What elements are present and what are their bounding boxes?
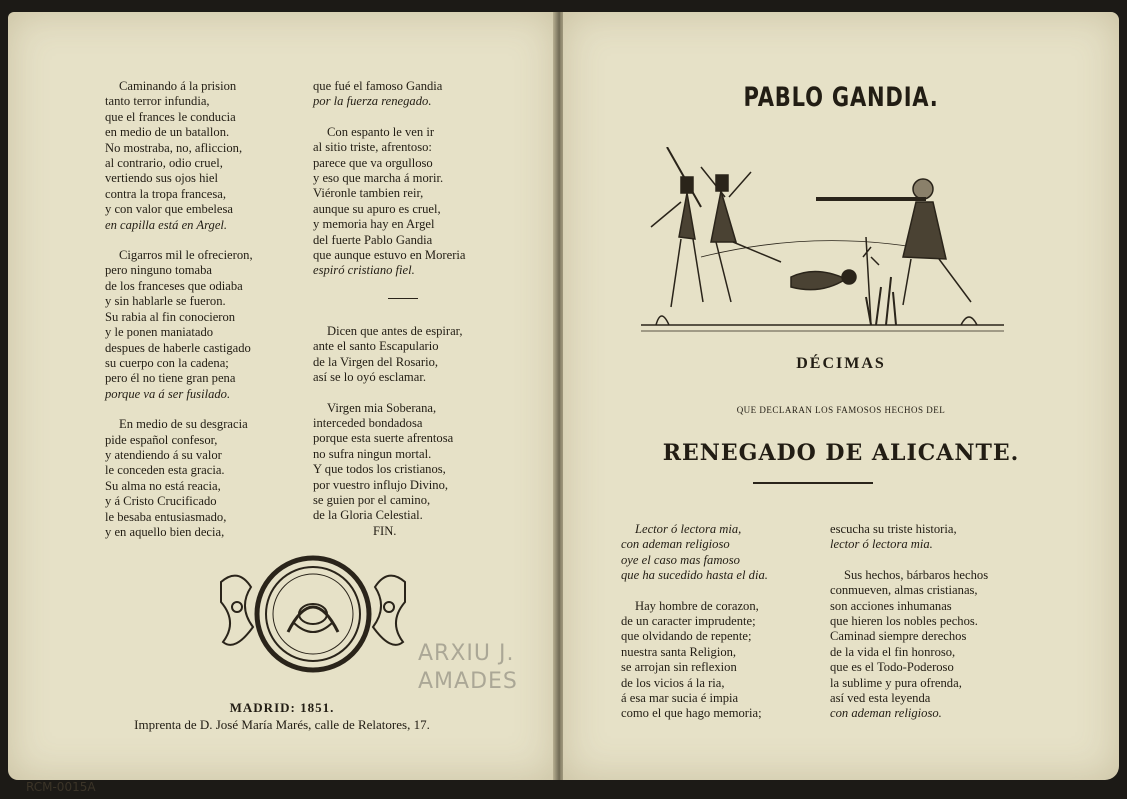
verse-line: En medio de su desgracia: [119, 417, 248, 432]
verse-line: que aunque estuvo en Moreria: [313, 248, 466, 263]
verse-line: se guien por el camino,: [313, 492, 431, 507]
stanza-gap: [105, 402, 253, 417]
woodcut-illustration: [641, 147, 1004, 337]
verse-line: pero ninguno tomaba: [105, 263, 213, 278]
verse-line: y con valor que embelesa: [105, 202, 233, 217]
verse-line: oye el caso mas famoso: [621, 552, 740, 567]
verse-line: se arrojan sin reflexion: [621, 660, 737, 675]
verse-line: en medio de un batallon.: [105, 125, 230, 140]
verse-line: y memoria hay en Argel: [313, 217, 435, 232]
verse-line: Y que todos los cristianos,: [313, 462, 446, 477]
verse-line: y eso que marcha á morir.: [313, 171, 444, 186]
verse-line: despues de haberle castigado: [105, 340, 251, 355]
heading-decimas: DÉCIMAS: [796, 355, 886, 372]
verse-line: aunque su apuro es cruel,: [313, 201, 441, 216]
stamp-line-2: AMADES: [418, 669, 518, 694]
stanza-gap: [105, 233, 253, 248]
stanza-gap: [313, 279, 465, 294]
verse-line: espiró cristiano fiel.: [313, 263, 415, 278]
verse-line: por la fuerza renegado.: [313, 94, 432, 109]
verse-line: Con espanto le ven ir: [327, 124, 435, 139]
verse-line: porque va á ser fusilado.: [105, 386, 231, 401]
left-column-1: [105, 79, 253, 540]
heading-renegado: RENEGADO DE ALICANTE.: [662, 440, 1020, 466]
verse-line: al contrario, odio cruel,: [105, 156, 223, 171]
verse-line: nuestra santa Religion,: [621, 644, 737, 659]
verse-line: así ved esta leyenda: [830, 691, 931, 706]
verse-line: á esa mar sucia é impia: [621, 691, 739, 706]
verse-line: de la Gloria Celestial.: [313, 508, 423, 523]
verse-line: al sitio triste, afrentoso:: [313, 140, 432, 155]
verse-line: que olvidando de repente;: [621, 629, 752, 644]
ornament-emblem: [213, 552, 413, 677]
stanza-gap: [313, 110, 465, 125]
verse-line: Su rabia al fin conocieron: [105, 309, 236, 324]
verse-line: que hieren los nobles pechos.: [830, 614, 978, 629]
title-rule: [753, 482, 873, 484]
verse-line: parece que va orgulloso: [313, 155, 433, 170]
verse-line: porque esta suerte afrentosa: [313, 431, 454, 446]
verse-line: tanto terror infundia,: [105, 94, 210, 109]
verse-line: no sufra ningun mortal.: [313, 446, 432, 461]
verse-line: por vuestro influjo Divino,: [313, 477, 449, 492]
verse-line: Dicen que antes de espirar,: [327, 323, 463, 338]
right-page: [563, 12, 1119, 780]
verse-line: No mostraba, no, afliccion,: [105, 140, 243, 155]
verse-line: así se lo oyó esclamar.: [313, 370, 426, 385]
verse-line: interceded bondadosa: [313, 415, 423, 430]
verse-line: Cigarros mil le ofrecieron,: [119, 248, 253, 263]
heading-subtitle: QUE DECLARAN LOS FAMOSOS HECHOS DEL: [736, 405, 946, 415]
verse-line: pero él no tiene gran pena: [105, 371, 236, 386]
verse-line: Su alma no está reacia,: [105, 478, 221, 493]
verse-line: la sublime y pura ofrenda,: [830, 675, 962, 690]
verse-line: FIN.: [373, 523, 397, 538]
verse-line: y sin hablarle se fueron.: [105, 294, 226, 309]
right-column-2: [830, 522, 988, 722]
verse-line: Sus hechos, bárbaros hechos: [844, 567, 989, 582]
verse-line: que es el Todo-Poderoso: [830, 660, 954, 675]
verse-line: le besaba entusiasmado,: [105, 509, 227, 524]
verse-line: de un caracter imprudente;: [621, 614, 756, 629]
stanza-gap: [830, 553, 988, 568]
verse-line: y atendiendo á su valor: [105, 447, 222, 462]
stamp-line-1: ARXIU J.: [418, 641, 515, 666]
verse-line: de los franceses que odiaba: [105, 278, 243, 293]
verse-line: conmueven, almas cristianas,: [830, 583, 978, 598]
verse-line: Viéronle tambien reir,: [313, 186, 424, 201]
verse-line: lector ó lectora mia.: [830, 537, 933, 552]
verse-line: de la Virgen del Rosario,: [313, 354, 439, 369]
left-column-2: [313, 79, 465, 539]
verse-line: con ademan religioso.: [830, 706, 942, 721]
archive-stamp: [418, 640, 538, 696]
verse-line: con ademan religioso: [621, 537, 730, 552]
verse-line: Hay hombre de corazon,: [635, 598, 759, 613]
stanza-gap: [313, 294, 465, 309]
verse-line: del fuerte Pablo Gandia: [313, 232, 433, 247]
verse-line: Lector ó lectora mia,: [635, 522, 742, 536]
verse-line: escucha su triste historia,: [830, 522, 957, 536]
verse-line: de los vicios á la ria,: [621, 675, 725, 690]
verse-line: le conceden esta gracia.: [105, 463, 225, 478]
verse-line: en capilla está en Argel.: [105, 217, 228, 232]
right-column-1: [621, 522, 768, 722]
stanza-gap: [313, 309, 465, 324]
stanza-gap: [313, 386, 465, 401]
verse-line: son acciones inhumanas: [830, 598, 952, 613]
stanza-gap: [621, 584, 768, 599]
verse-line: y en aquello bien decia,: [105, 524, 225, 539]
page-title: PABLO GANDIA.: [743, 82, 939, 113]
section-divider: [388, 298, 418, 299]
verse-line: vertiendo sus ojos hiel: [105, 171, 218, 186]
verse-line: y le ponen maniatado: [105, 325, 214, 340]
verse-line: Caminando á la prision: [119, 79, 237, 93]
verse-line: que fué el famoso Gandia: [313, 79, 443, 93]
imprint-printer: Imprenta de D. José María Marés, calle de Relatores, 17.: [134, 717, 430, 732]
verse-line: y á Cristo Crucificado: [105, 494, 217, 509]
imprint: [8, 699, 556, 733]
verse-line: de la vida el fin honroso,: [830, 644, 956, 659]
verse-line: pide español confesor,: [105, 432, 218, 447]
verse-line: como el que hago memoria;: [621, 706, 762, 721]
verse-line: contra la tropa francesa,: [105, 186, 226, 201]
verse-line: que ha sucedido hasta el dia.: [621, 568, 768, 583]
verse-line: Caminad siempre derechos: [830, 629, 967, 644]
shelfmark: RCM-0015A: [26, 780, 96, 794]
verse-line: Virgen mia Soberana,: [327, 400, 437, 415]
verse-line: ante el santo Escapulario: [313, 339, 439, 354]
imprint-city-year: MADRID: 1851.: [229, 700, 335, 715]
verse-line: que el frances le conducia: [105, 109, 236, 124]
left-page: [8, 12, 556, 794]
verse-line: su cuerpo con la cadena;: [105, 355, 229, 370]
